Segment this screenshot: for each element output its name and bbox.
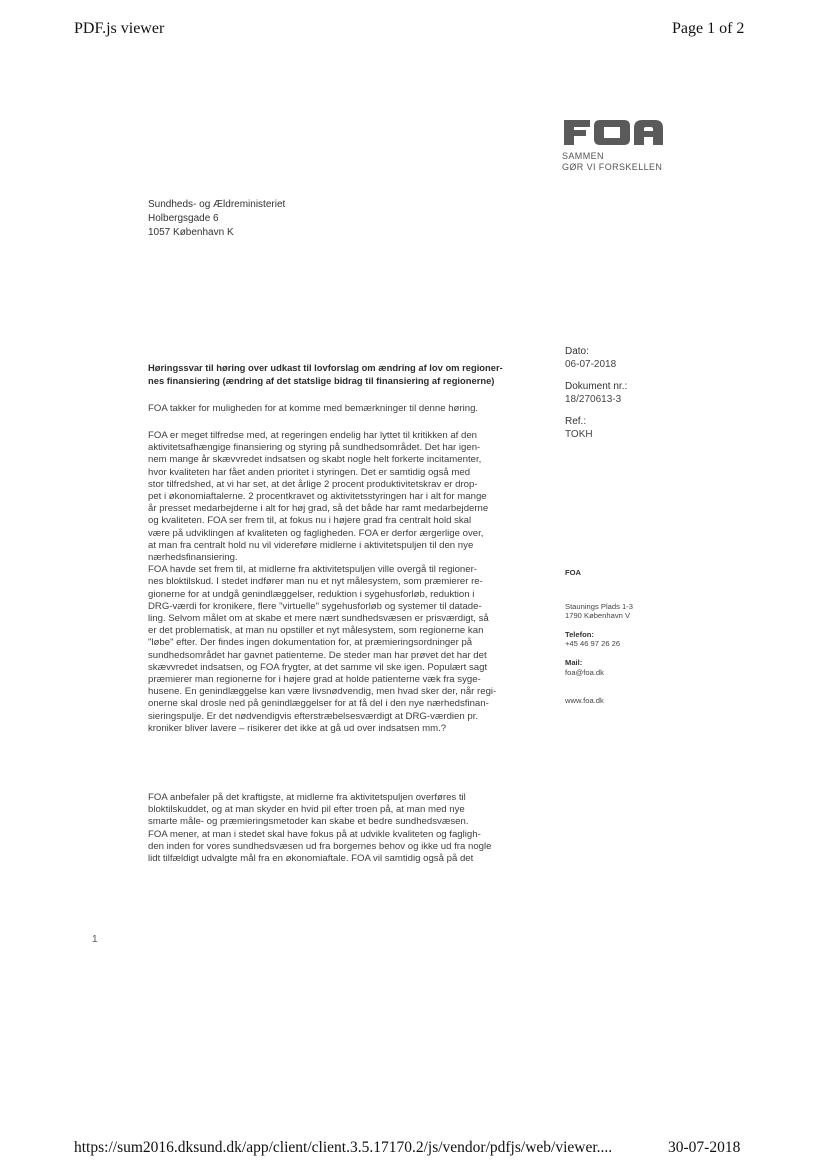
document-title-line2: nes finansiering (ændring af det statslige bidrag til finansiering af regionerne)	[148, 375, 495, 386]
text-line: præmierer man regionerne for i højere grad at holde patienterne væk fra syge-	[148, 674, 481, 686]
text-line: FOA mener, at man i stedet skal have fokus på at udvikle kvaliteten og fagligh-	[148, 828, 481, 840]
sender-address-line2: 1790 København V	[565, 611, 631, 621]
reference-label: Ref.:	[565, 416, 587, 427]
phone-value: +45 46 97 26 26	[565, 639, 621, 649]
text-line: hvor kvaliteten har fået anden prioritet i styringen. Det er samtidig også med	[148, 466, 471, 478]
text-line: den inden for vores sundhedsvæsen ud fra borgernes behov og ikke ud fra nogle	[148, 840, 492, 852]
date-value: 06-07-2018	[565, 358, 617, 370]
text-line: bloktilskuddet, og at man skyder en hvid pil efter troen på, at man med nye	[148, 804, 465, 816]
web-link[interactable]: www.foa.dk	[565, 696, 604, 706]
text-line: FOA havde set frem til, at midlerne fra aktivitetspuljen ville overgå til regioner-	[148, 564, 477, 576]
text-line: stor tilfredshed, at vi har set, at det årlige 2 procent produktivitetskrav er drop-	[148, 478, 478, 490]
paragraph-main	[148, 430, 528, 735]
paragraph-recommendation	[148, 792, 528, 865]
reference-value: TOKH	[565, 428, 593, 440]
recipient-line1: Sundheds- og Ældreministeriet	[148, 199, 286, 210]
sender-address-line1: Staunings Plads 1-3	[565, 601, 633, 611]
text-line: aktivitetsafhængige finansiering og styring på sundhedsområdet. Det har igen-	[148, 442, 481, 454]
paragraph-intro: FOA takker for muligheden for at komme med bemærkninger til denne høring.	[148, 403, 479, 414]
sender-info	[565, 568, 695, 706]
text-line: pet i økonomiaftalerne. 2 procentkravet og aktivitetsstyringen har i alt for mange	[148, 491, 487, 503]
phone-label: Telefon:	[565, 629, 594, 639]
text-line: nærhedsfinansiering.	[148, 552, 238, 564]
text-line: smarte måle- og præmieringsmetoder kan skabe et bedre sundhedsvæsen.	[148, 816, 469, 828]
text-line: er det problematisk, at man nu opstiller et nyt målesystem, som regionerne kan	[148, 625, 484, 637]
text-line: husene. En genindlæggelse kan være livsnødvendig, men hvad sker der, når regi-	[148, 686, 497, 698]
recipient-address	[148, 198, 285, 240]
document-title	[148, 361, 528, 387]
document-number-value: 18/270613-3	[565, 393, 622, 405]
text-line: lidt tilfældigt udvalgte mål fra en økonomiaftale. FOA vil samtidig også på det	[148, 853, 474, 865]
document-meta	[565, 346, 695, 451]
document-title-line1: Høringssvar til høring over udkast til lovforslag om ændring af lov om regioner-	[148, 362, 503, 373]
mail-label: Mail:	[565, 657, 583, 667]
page-number: 1	[92, 934, 98, 945]
text-line: FOA er meget tilfredse med, at regeringen endelig har lyttet til kritikken af den	[148, 430, 478, 441]
text-line: sieringspulje. Er det nødvendigvis efterstræbelsesværdigt at DRG-værdien pr.	[148, 710, 479, 722]
date-label: Dato:	[565, 346, 589, 357]
document-number-label: Dokument nr.:	[565, 381, 628, 392]
logo-tagline-line1: SAMMEN	[562, 151, 604, 161]
mail-link[interactable]: foa@foa.dk	[565, 667, 604, 677]
text-line: nem mange år skævvredet indsatsen og skabt nogle helt forkerte incitamenter,	[148, 454, 482, 466]
recipient-line3: 1057 København K	[148, 227, 234, 238]
print-header-title: PDF.js viewer	[74, 20, 165, 37]
print-header-page: Page 1 of 2	[672, 20, 745, 37]
text-line: kroniker bliver lavere – risikerer det ikke at gå ud over indsatsen mm.?	[148, 722, 447, 734]
text-line: skævvredet indsatsen, og FOA frygter, at det samme vil ske igen. Populært sagt	[148, 661, 488, 673]
foa-logo-mark	[562, 118, 666, 146]
text-line: sundhedsområdet har gavnet patienterne. De steder man har prøvet det har det	[148, 649, 487, 661]
text-line: at man fra centralt hold nu vil videreføre midlerne i aktivitetspuljen til den nye	[148, 539, 474, 551]
text-line: og kvaliteten. FOA ser frem til, at fokus nu i højere grad fra centralt hold skal	[148, 515, 472, 527]
text-line: være på udviklingen af kvaliteten og fagligheden. FOA er derfor ærgerlige over,	[148, 527, 484, 539]
sender-name: FOA	[565, 568, 582, 577]
text-line: nes bloktilskud. I stedet indfører man nu et nyt målesystem, som præmierer re-	[148, 576, 483, 588]
text-line: onerne skal drosle ned på genindlæggelser for at få del i den nye nærhedsfinan-	[148, 698, 489, 710]
text-line: år presset medarbejderne i alt for høj grad, så det både har ramt medarbejderne	[148, 503, 489, 515]
text-line: FOA anbefaler på det kraftigste, at midlerne fra aktivitetspuljen overføres til	[148, 792, 466, 803]
text-line: "løbe" efter. Der findes ingen dokumentation for, at præmieringsordninger på	[148, 637, 473, 649]
text-line: ling. Selvom målet om at skabe et mere nært sundhedsvæsen er prisværdigt, så	[148, 613, 489, 625]
foa-logo	[562, 118, 672, 172]
recipient-line2: Holbergsgade 6	[148, 213, 219, 224]
print-footer-date: 30-07-2018	[668, 1139, 741, 1156]
text-line: gionerne for at undgå genindlæggelser, reduktion i sygehusforløb, reduktion i	[148, 588, 475, 600]
text-line: DRG-værdi for kronikere, flere "virtuelle" sygehusforløb og systemer til datade-	[148, 600, 482, 612]
print-footer-url[interactable]: https://sum2016.dksund.dk/app/client/client.3.5.17170.2/js/vendor/pdfjs/web/viewer....	[74, 1139, 613, 1156]
logo-tagline-line2: GØR VI FORSKELLEN	[562, 161, 663, 172]
